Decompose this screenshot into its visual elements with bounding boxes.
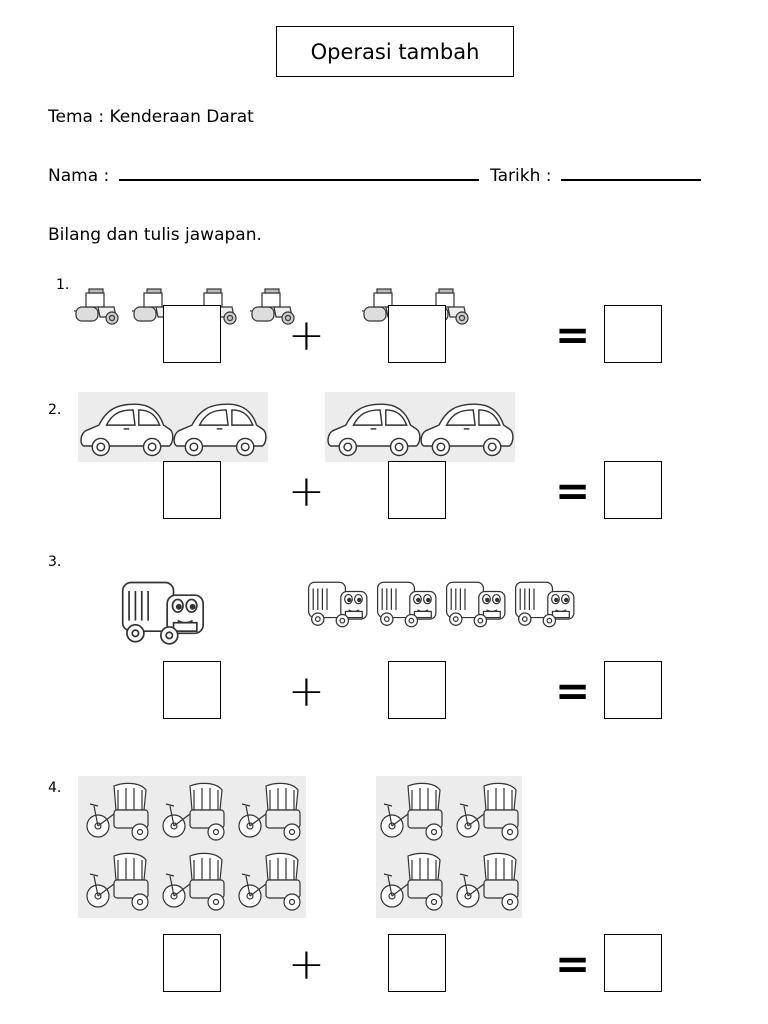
trishaw-icon — [163, 783, 224, 840]
q4-right-trishaws — [376, 776, 522, 918]
name-field[interactable] — [119, 167, 479, 181]
car-icon — [81, 404, 173, 455]
instruction: Bilang dan tulis jawapan. — [48, 225, 262, 245]
q1-answer-box-total[interactable] — [604, 305, 662, 363]
car-icon — [421, 404, 513, 455]
q3-left-trucks — [116, 574, 212, 646]
truck-icon — [447, 582, 505, 626]
q3-right-trucks — [304, 574, 580, 632]
q4-left-trishaws — [78, 776, 306, 918]
question-number-3: 3. — [48, 554, 62, 570]
car-icon — [174, 404, 266, 455]
question-number-2: 2. — [48, 402, 62, 418]
trishaw-icon — [457, 783, 518, 840]
plus-sign: + — [288, 939, 325, 990]
plus-sign: + — [288, 310, 325, 361]
name-date-line — [48, 166, 701, 186]
question-number-1: 1. — [56, 277, 70, 293]
name-label: Nama : — [48, 166, 110, 186]
roller-icon — [74, 289, 118, 324]
trishaw-icon — [87, 783, 148, 840]
q1-answer-box-left[interactable] — [163, 305, 221, 363]
date-field[interactable] — [561, 167, 701, 181]
q2-right-cars — [325, 392, 515, 462]
trishaw-icon — [239, 783, 300, 840]
q3-answer-box-right[interactable] — [388, 661, 446, 719]
equals-sign: = — [555, 466, 591, 515]
truck-icon — [516, 582, 574, 626]
trishaw-icon — [87, 853, 148, 910]
equals-sign: = — [555, 666, 591, 715]
trishaw-icon — [457, 853, 518, 910]
car-icon — [328, 404, 420, 455]
trishaw-icon — [381, 853, 442, 910]
equals-sign: = — [555, 939, 591, 988]
q4-answer-box-right[interactable] — [388, 934, 446, 992]
date-label: Tarikh : — [490, 166, 552, 186]
truck-icon — [123, 582, 203, 643]
q2-left-cars — [78, 392, 268, 462]
plus-sign: + — [288, 666, 325, 717]
trishaw-icon — [163, 853, 224, 910]
equals-sign: = — [555, 310, 591, 359]
q2-answer-box-right[interactable] — [388, 461, 446, 519]
worksheet-title: Operasi tambah — [276, 26, 514, 77]
q4-answer-box-total[interactable] — [604, 934, 662, 992]
q4-answer-box-left[interactable] — [163, 934, 221, 992]
q3-answer-box-left[interactable] — [163, 661, 221, 719]
q2-answer-box-left[interactable] — [163, 461, 221, 519]
question-number-4: 4. — [48, 780, 62, 796]
trishaw-icon — [381, 783, 442, 840]
truck-icon — [309, 582, 367, 626]
trishaw-icon — [239, 853, 300, 910]
theme-line: Tema : Kenderaan Darat — [48, 107, 254, 127]
truck-icon — [378, 582, 436, 626]
q3-answer-box-total[interactable] — [604, 661, 662, 719]
q1-answer-box-right[interactable] — [388, 305, 446, 363]
q2-answer-box-total[interactable] — [604, 461, 662, 519]
plus-sign: + — [288, 466, 325, 517]
